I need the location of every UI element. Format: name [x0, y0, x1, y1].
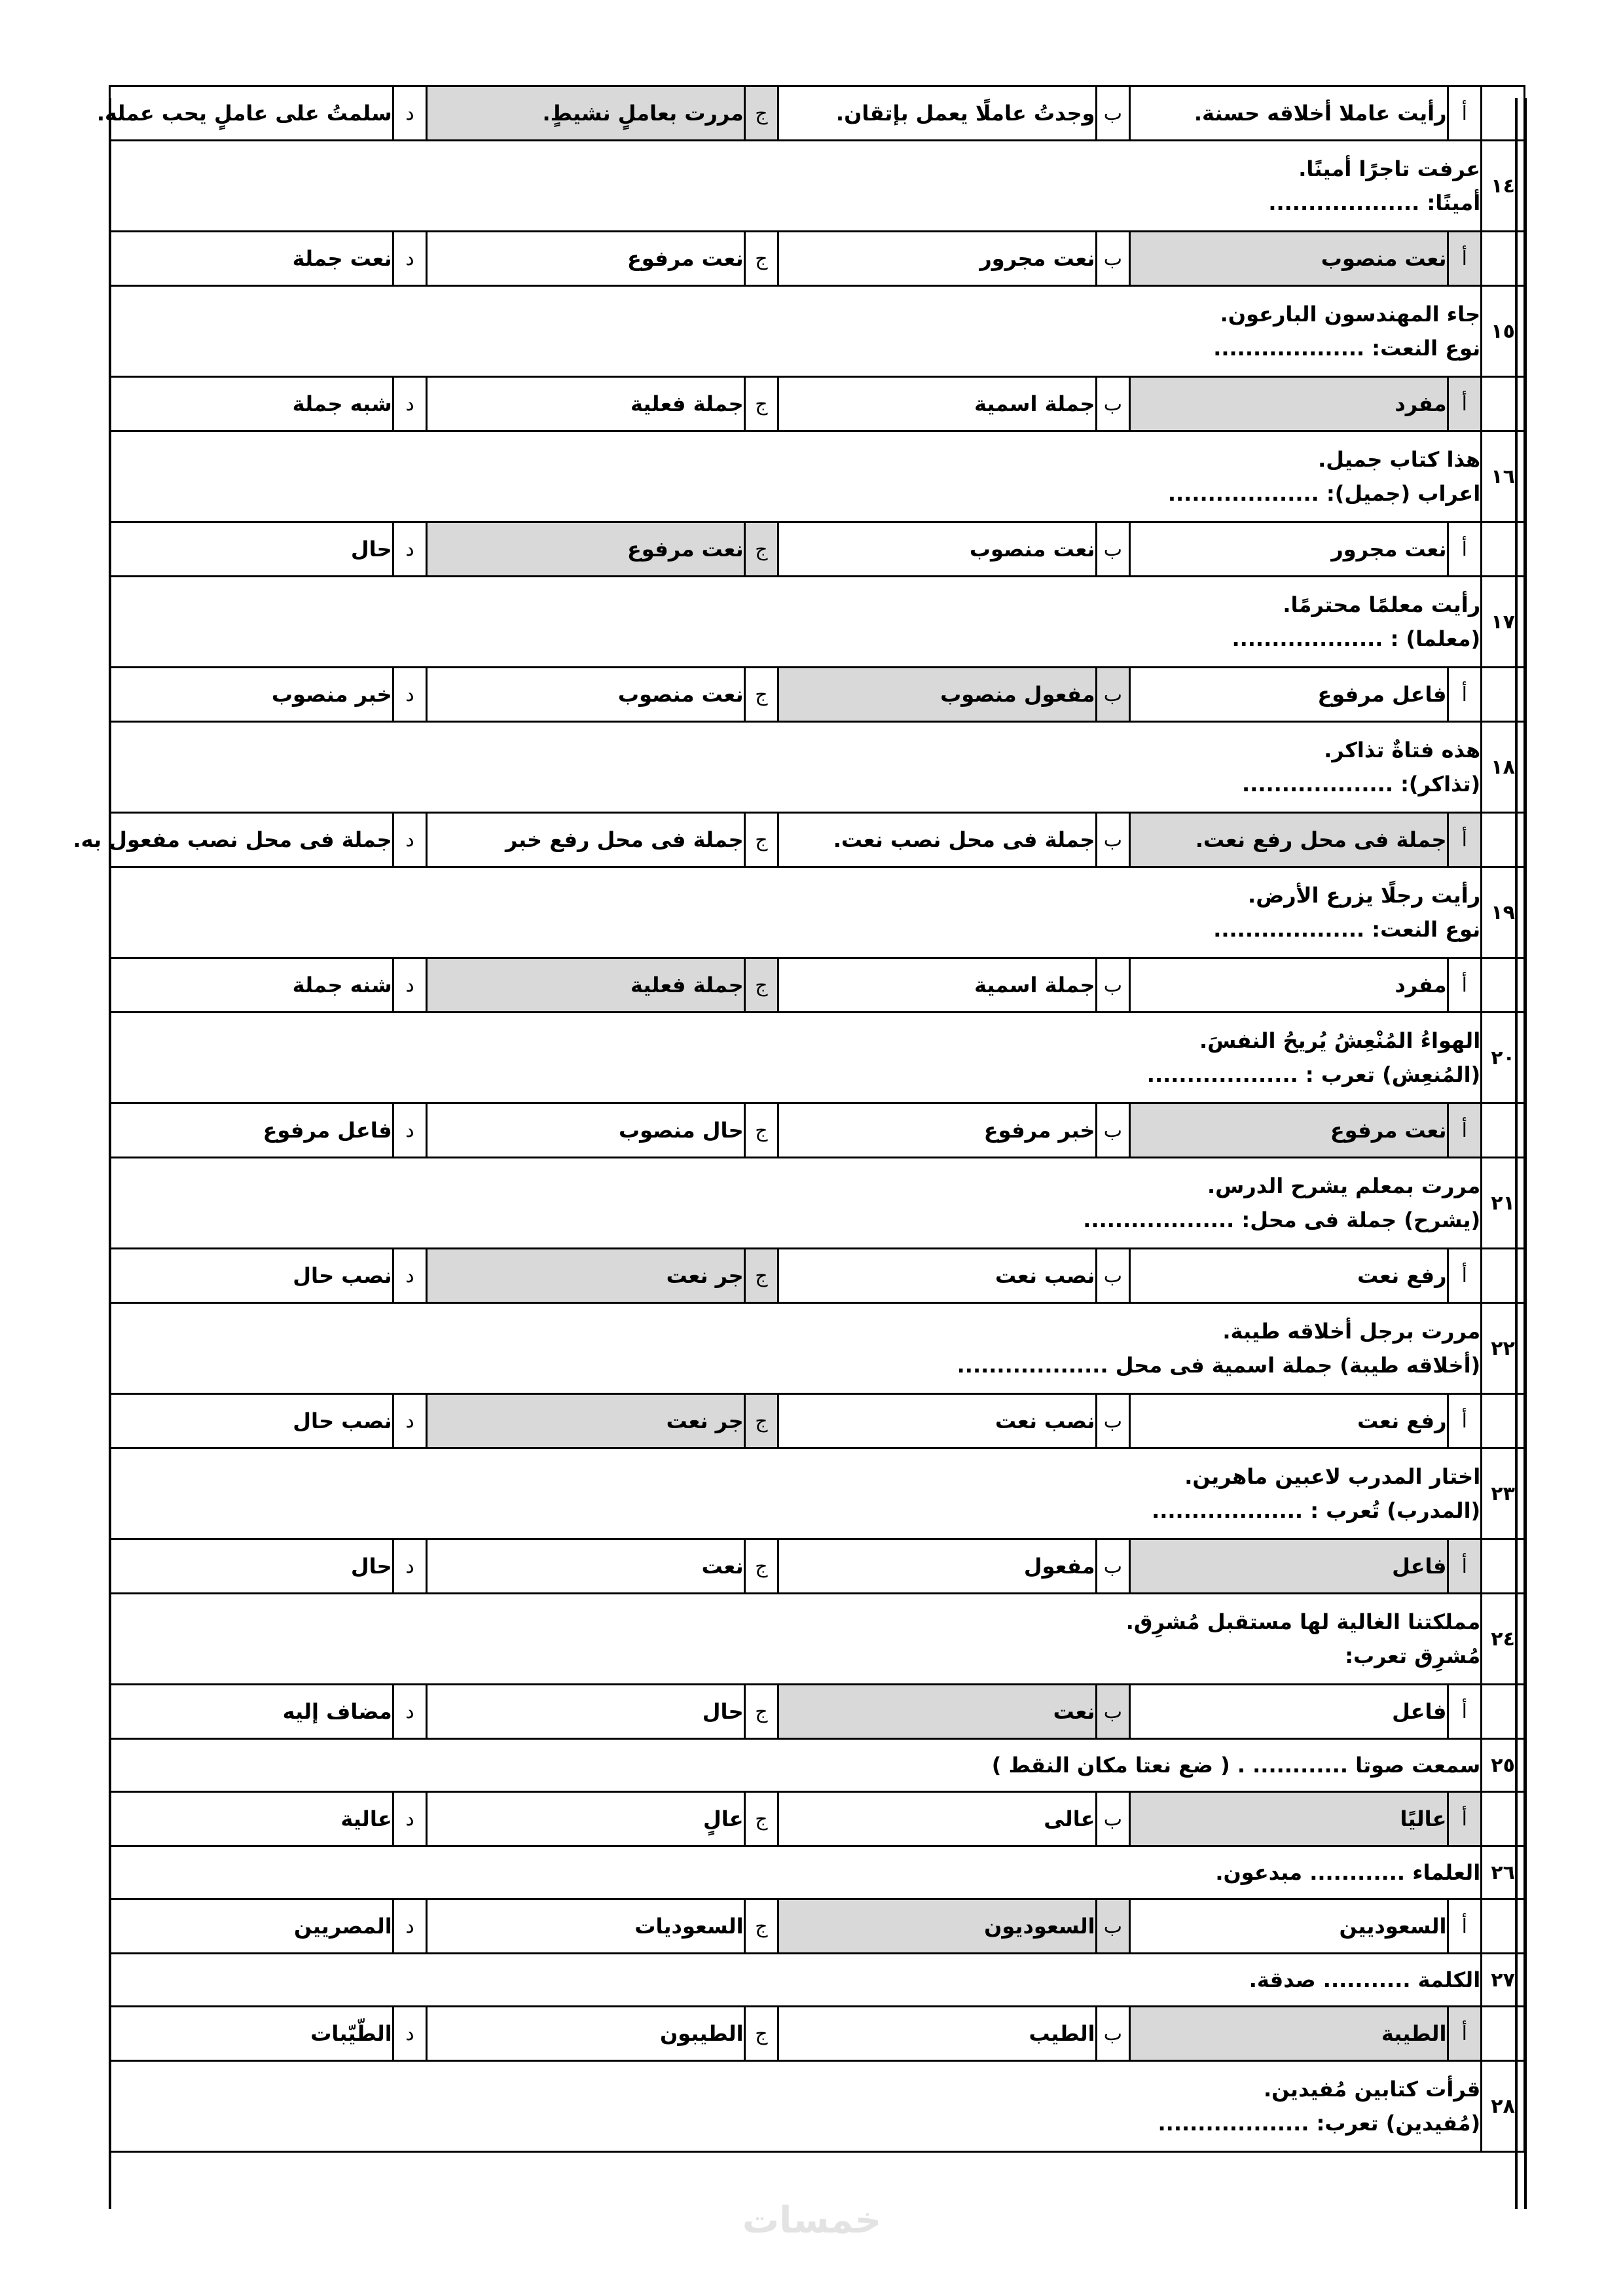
question-text	[110, 1594, 1482, 1685]
options-row	[110, 1899, 1525, 1954]
option-answer[interactable]: خبر مرفوع	[778, 1103, 1096, 1158]
option-letter: ج	[744, 1103, 778, 1158]
option-letter: ج	[744, 522, 778, 577]
question-text	[110, 286, 1482, 377]
question-line: اختار المدرب لاعبين ماهرين.	[1184, 1464, 1481, 1489]
options-row	[110, 377, 1525, 431]
question-text	[110, 1739, 1482, 1792]
option-answer[interactable]: رفع نعت	[1130, 1394, 1448, 1448]
question-line: (المُنعِش) تعرب : ...................	[1146, 1062, 1481, 1087]
options-row	[110, 522, 1525, 577]
options-row	[110, 1394, 1525, 1448]
question-line: نوع النعت: ...................	[1213, 336, 1481, 361]
option-answer[interactable]: فاعل	[1130, 1685, 1448, 1739]
option-letter: أ	[1448, 1249, 1482, 1303]
row-number-blank	[1482, 958, 1525, 1013]
question-text	[110, 1013, 1482, 1103]
option-letter: ج	[744, 377, 778, 431]
option-letter: ب	[1096, 1685, 1130, 1739]
question-line: هذا كتاب جميل.	[1318, 447, 1481, 472]
option-letter: د	[393, 958, 427, 1013]
row-number-blank	[1482, 1539, 1525, 1594]
option-answer-selected[interactable]: مررت بعاملٍ نشيطٍ.	[427, 86, 744, 141]
option-letter: ب	[1096, 1249, 1130, 1303]
option-letter: ج	[744, 1539, 778, 1594]
option-letter: ب	[1096, 522, 1130, 577]
option-letter: ب	[1096, 1792, 1130, 1846]
question-line: رأيت معلمًا محترمًا.	[1283, 592, 1481, 617]
options-row	[110, 813, 1525, 867]
row-number-blank	[1482, 1685, 1525, 1739]
option-letter: ج	[744, 668, 778, 722]
option-answer[interactable]: نعت منصوب	[778, 522, 1096, 577]
option-letter: د	[393, 522, 427, 577]
option-letter: ب	[1096, 668, 1130, 722]
option-answer[interactable]: فاعل مرفوع	[1130, 668, 1448, 722]
option-answer-selected[interactable]: جملة فعلية	[427, 958, 744, 1013]
option-letter: أ	[1448, 522, 1482, 577]
option-letter: أ	[1448, 1394, 1482, 1448]
question-line: (أخلاقه طيبة) جملة اسمية فى محل ...................	[957, 1353, 1481, 1378]
question-number: ١٥	[1482, 286, 1525, 377]
option-letter: د	[393, 1103, 427, 1158]
question-number: ٢١	[1482, 1158, 1525, 1249]
question-line: (المدرب) تُعرب : ...................	[1152, 1498, 1481, 1523]
question-text	[110, 431, 1482, 522]
question-text	[110, 577, 1482, 668]
option-letter: ج	[744, 1792, 778, 1846]
question-line: (يشرح) جملة فى محل: ...................	[1083, 1208, 1481, 1232]
option-letter: أ	[1448, 377, 1482, 431]
row-number-blank	[1482, 377, 1525, 431]
option-answer[interactable]: السعوديات	[427, 1899, 744, 1954]
question-line: مُشرِق تعرب:	[1345, 1643, 1481, 1668]
options-row	[110, 1685, 1525, 1739]
question-number: ١٤	[1482, 141, 1525, 232]
option-answer-selected[interactable]: مفرد	[1130, 377, 1448, 431]
option-answer[interactable]: شنه جملة	[110, 958, 393, 1013]
question-number: ٢٨	[1482, 2061, 1525, 2152]
row-number-blank	[1482, 522, 1525, 577]
question-row	[110, 1594, 1525, 1685]
question-row	[110, 867, 1525, 958]
option-answer[interactable]: الطيب	[778, 2007, 1096, 2061]
question-text	[110, 867, 1482, 958]
option-letter: ب	[1096, 86, 1130, 141]
question-line: مررت برجل أخلاقه طيبة.	[1222, 1319, 1481, 1344]
option-answer[interactable]: جملة فعلية	[427, 377, 744, 431]
option-letter: د	[393, 668, 427, 722]
question-line: الكلمة ........... صدقة.	[1249, 1967, 1481, 1992]
question-row	[110, 1158, 1525, 1249]
question-number: ١٦	[1482, 431, 1525, 522]
option-answer-selected[interactable]: نعت مرفوع	[1130, 1103, 1448, 1158]
option-answer[interactable]: نعت مجرور	[1130, 522, 1448, 577]
question-row	[110, 722, 1525, 813]
option-answer[interactable]: عالٍ	[427, 1792, 744, 1846]
question-number: ٢٤	[1482, 1594, 1525, 1685]
option-answer[interactable]: نعت	[427, 1539, 744, 1594]
row-number-blank	[1482, 232, 1525, 286]
option-answer[interactable]: عالى	[778, 1792, 1096, 1846]
question-row	[110, 1303, 1525, 1394]
option-answer[interactable]: رأيت عاملا أخلاقه حسنة.	[1130, 86, 1448, 141]
options-row	[110, 668, 1525, 722]
option-letter: د	[393, 232, 427, 286]
question-number: ٢٦	[1482, 1846, 1525, 1899]
option-letter: أ	[1448, 1792, 1482, 1846]
question-line: قرأت كتابين مُفيدين.	[1263, 2077, 1481, 2102]
question-line: اعراب (جميل): ...................	[1167, 481, 1481, 506]
option-letter: أ	[1448, 668, 1482, 722]
option-letter: أ	[1448, 232, 1482, 286]
question-line: الهواءُ المُنْعِشُ يُريحُ النفسَ.	[1199, 1028, 1481, 1053]
option-answer[interactable]: مفرد	[1130, 958, 1448, 1013]
question-line: (تذاكر): ...................	[1242, 772, 1481, 797]
option-letter: أ	[1448, 1685, 1482, 1739]
option-answer-selected[interactable]: السعوديون	[778, 1899, 1096, 1954]
option-answer[interactable]: حال	[110, 1539, 393, 1594]
option-answer-selected[interactable]: مفعول منصوب	[778, 668, 1096, 722]
question-number: ١٨	[1482, 722, 1525, 813]
option-answer[interactable]: حال	[427, 1685, 744, 1739]
option-answer[interactable]: مضاف إليه	[110, 1685, 393, 1739]
option-letter: أ	[1448, 2007, 1482, 2061]
option-answer[interactable]: السعوديين	[1130, 1899, 1448, 1954]
option-letter: ج	[744, 1249, 778, 1303]
option-letter: ب	[1096, 958, 1130, 1013]
options-row	[110, 1539, 1525, 1594]
option-letter: د	[393, 1539, 427, 1594]
question-row	[110, 2061, 1525, 2152]
question-number: ١٩	[1482, 867, 1525, 958]
option-answer[interactable]: جملة فى محل نصب نعت.	[778, 813, 1096, 867]
question-line: مملكتنا الغالية لها مستقبل مُشرِق.	[1125, 1609, 1481, 1634]
option-answer-selected[interactable]: نعت منصوب	[1130, 232, 1448, 286]
watermark-logo: خمسات	[742, 2199, 882, 2242]
options-row	[110, 1103, 1525, 1158]
option-letter: أ	[1448, 1899, 1482, 1954]
option-answer[interactable]: جملة اسمية	[778, 377, 1096, 431]
option-answer-selected[interactable]: عاليًا	[1130, 1792, 1448, 1846]
row-number-blank	[1482, 813, 1525, 867]
option-letter: ج	[744, 1685, 778, 1739]
option-letter: أ	[1448, 86, 1482, 141]
options-row	[110, 232, 1525, 286]
row-number-blank	[1482, 1249, 1525, 1303]
option-answer-selected[interactable]: نعت	[778, 1685, 1096, 1739]
question-line: أمينًا: ...................	[1268, 190, 1481, 215]
option-answer[interactable]: نصب حال	[110, 1394, 393, 1448]
option-letter: أ	[1448, 1103, 1482, 1158]
options-row	[110, 958, 1525, 1013]
option-letter: د	[393, 1394, 427, 1448]
option-letter: أ	[1448, 813, 1482, 867]
options-row	[110, 86, 1525, 141]
question-line: سمعت صوتا ............ . ( ضع نعتا مكان النقط )	[991, 1753, 1481, 1778]
question-number: ٢٠	[1482, 1013, 1525, 1103]
question-row	[110, 1739, 1525, 1792]
option-letter: ب	[1096, 1899, 1130, 1954]
option-letter: ج	[744, 232, 778, 286]
question-text	[110, 1158, 1482, 1249]
question-row	[110, 1448, 1525, 1539]
option-answer[interactable]: نعت جملة	[110, 232, 393, 286]
option-answer-selected[interactable]: جملة فى محل رفع نعت.	[1130, 813, 1448, 867]
option-answer[interactable]: عالية	[110, 1792, 393, 1846]
option-answer[interactable]: نصب حال	[110, 1249, 393, 1303]
question-line: هذه فتاةٌ تذاكر.	[1324, 738, 1481, 762]
question-row	[110, 1846, 1525, 1899]
option-letter: د	[393, 1792, 427, 1846]
option-answer[interactable]: الطيبون	[427, 2007, 744, 2061]
option-answer[interactable]: نصب نعت	[778, 1394, 1096, 1448]
option-letter: أ	[1448, 1539, 1482, 1594]
option-answer[interactable]: وجدتُ عاملًا يعمل بإتقان.	[778, 86, 1096, 141]
option-answer[interactable]: المصريين	[110, 1899, 393, 1954]
options-row	[110, 2007, 1525, 2061]
option-answer[interactable]: جملة فى محل نصب مفعول به.	[110, 813, 393, 867]
option-answer-selected[interactable]: جر نعت	[427, 1249, 744, 1303]
option-letter: د	[393, 2007, 427, 2061]
option-letter: د	[393, 1685, 427, 1739]
option-letter: د	[393, 1249, 427, 1303]
question-line: نوع النعت: ...................	[1213, 917, 1481, 942]
option-answer-selected[interactable]: الطيبة	[1130, 2007, 1448, 2061]
option-answer[interactable]: الطّيّبات	[110, 2007, 393, 2061]
option-letter: ب	[1096, 2007, 1130, 2061]
question-row	[110, 577, 1525, 668]
option-letter: ج	[744, 2007, 778, 2061]
question-number: ١٧	[1482, 577, 1525, 668]
question-text	[110, 1448, 1482, 1539]
option-answer[interactable]: خبر منصوب	[110, 668, 393, 722]
option-letter: ب	[1096, 377, 1130, 431]
option-answer[interactable]: جملة فى محل رفع خبر	[427, 813, 744, 867]
option-letter: د	[393, 86, 427, 141]
option-answer[interactable]: نعت مجرور	[778, 232, 1096, 286]
option-answer[interactable]: فاعل مرفوع	[110, 1103, 393, 1158]
question-line: (معلما) : ...................	[1231, 626, 1481, 651]
row-number-blank	[1482, 86, 1525, 141]
question-line: العلماء ............ مبدعون.	[1215, 1860, 1481, 1885]
question-row	[110, 286, 1525, 377]
question-text	[110, 2061, 1482, 2152]
option-answer-selected[interactable]: جر نعت	[427, 1394, 744, 1448]
row-number-blank	[1482, 668, 1525, 722]
option-letter: ب	[1096, 1539, 1130, 1594]
row-number-blank	[1482, 1899, 1525, 1954]
option-answer[interactable]: سلمتُ على عاملٍ يحب عمله.	[110, 86, 393, 141]
question-text	[110, 722, 1482, 813]
option-answer[interactable]: نعت منصوب	[427, 668, 744, 722]
row-number-blank	[1482, 2007, 1525, 2061]
question-row	[110, 1954, 1525, 2007]
option-letter: ب	[1096, 232, 1130, 286]
question-number: ٢٣	[1482, 1448, 1525, 1539]
row-number-blank	[1482, 1792, 1525, 1846]
question-text	[110, 1954, 1482, 2007]
question-row	[110, 141, 1525, 232]
option-answer[interactable]: جملة اسمية	[778, 958, 1096, 1013]
row-number-blank	[1482, 1394, 1525, 1448]
option-letter: ج	[744, 86, 778, 141]
options-row	[110, 1249, 1525, 1303]
question-number: ٢٢	[1482, 1303, 1525, 1394]
option-letter: ج	[744, 1899, 778, 1954]
question-row	[110, 431, 1525, 522]
question-line: رأيت رجلًا يزرع الأرض.	[1248, 883, 1481, 908]
questions-table	[73, 85, 1525, 2153]
option-answer[interactable]: شبه جملة	[110, 377, 393, 431]
option-letter: ب	[1096, 813, 1130, 867]
option-answer[interactable]: مفعول	[778, 1539, 1096, 1594]
option-letter: د	[393, 377, 427, 431]
option-answer[interactable]: حال	[110, 522, 393, 577]
question-row	[110, 1013, 1525, 1103]
option-answer-selected[interactable]: نعت مرفوع	[427, 522, 744, 577]
option-letter: ج	[744, 958, 778, 1013]
row-number-blank	[1482, 1103, 1525, 1158]
option-letter: ب	[1096, 1103, 1130, 1158]
question-text	[110, 141, 1482, 232]
option-answer[interactable]: حال منصوب	[427, 1103, 744, 1158]
question-line: جاء المهندسون البارعون.	[1220, 302, 1481, 327]
question-text	[110, 1303, 1482, 1394]
option-answer[interactable]: نصب نعت	[778, 1249, 1096, 1303]
question-text	[110, 1846, 1482, 1899]
question-line: عرفت تاجرًا أمينًا.	[1298, 156, 1481, 181]
option-letter: ب	[1096, 1394, 1130, 1448]
option-answer[interactable]: رفع نعت	[1130, 1249, 1448, 1303]
option-answer-selected[interactable]: فاعل	[1130, 1539, 1448, 1594]
options-row	[110, 1792, 1525, 1846]
question-line: مررت بمعلم يشرح الدرس.	[1207, 1174, 1481, 1198]
question-number: ٢٧	[1482, 1954, 1525, 2007]
option-letter: أ	[1448, 958, 1482, 1013]
question-number: ٢٥	[1482, 1739, 1525, 1792]
option-letter: د	[393, 1899, 427, 1954]
option-letter: ج	[744, 813, 778, 867]
option-letter: د	[393, 813, 427, 867]
option-answer[interactable]: نعت مرفوع	[427, 232, 744, 286]
question-line: (مُفيدين) تعرب: ...................	[1158, 2111, 1481, 2136]
option-letter: ج	[744, 1394, 778, 1448]
